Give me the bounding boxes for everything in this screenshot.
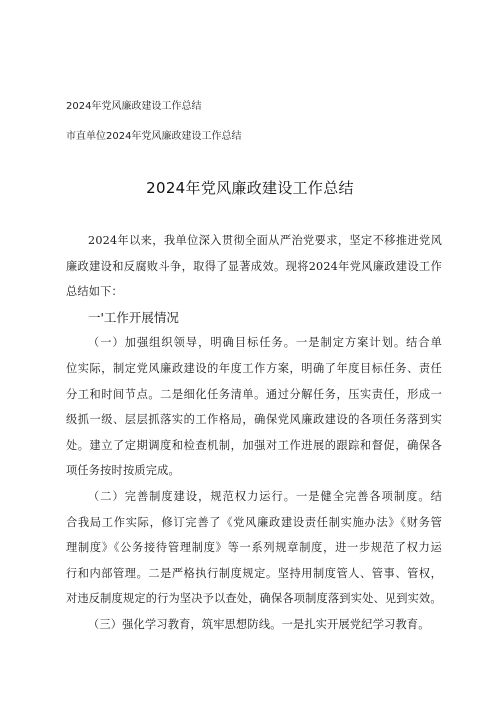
document-title: 2024年党风廉政建设工作总结 — [146, 179, 354, 197]
paragraph-line: 级抓一级、层层抓落实的工作格局，确保党风廉政建设的各项任务落到实 — [66, 413, 442, 427]
header-title-line: 2024年党风廉政建设工作总结 — [66, 101, 202, 112]
paragraph-line: （一）加强组织领导，明确目标任务。一是制定方案计划。结合单 — [88, 336, 442, 350]
intro-line: 总结如下： — [66, 285, 123, 299]
section-heading: 一'工作开展情况 — [88, 309, 179, 325]
paragraph-line: 处。建立了定期调度和检查机制，加强对工作进展的跟踪和督促，确保各 — [66, 438, 442, 452]
paragraph-line: 位实际，制定党风廉政建设的年度工作方案，明确了年度目标任务、责任 — [66, 361, 442, 375]
paragraph-line: 行和内部管理。二是严格执行制度规定。坚持用制度管人、管事、管权， — [66, 566, 442, 580]
paragraph-line: 对违反制度规定的行为坚决予以查处，确保各项制度落到实处、见到实效。 — [66, 592, 442, 606]
header-subtitle-line: 市直单位2024年党风廉政建设工作总结 — [66, 131, 242, 142]
document-body — [66, 228, 442, 638]
paragraph-line: （二）完善制度建设，规范权力运行。一是健全完善各项制度。结 — [88, 489, 442, 503]
paragraph-line: 理制度》《公务接待管理制度》等一系列规章制度，进一步规范了权力运 — [66, 541, 442, 555]
paragraph-line: 合我局工作实际，修订完善了《党风廉政建设责任制实施办法》《财务管 — [66, 515, 442, 529]
paragraph-line: （三）强化学习教育，筑牢思想防线。一是扎实开展党纪学习教育。 — [88, 617, 430, 631]
intro-line: 廉政建设和反腐败斗争，取得了显著成效。现将2024年党风廉政建设工作 — [66, 259, 442, 273]
intro-line: 2024年以来，我单位深入贯彻全面从严治党要求，坚定不移推进党风 — [88, 234, 442, 247]
paragraph-line: 项任务按时按质完成。 — [66, 464, 180, 478]
paragraph-line: 分工和时间节点。二是细化任务清单。通过分解任务，压实责任，形成一 — [66, 387, 442, 401]
